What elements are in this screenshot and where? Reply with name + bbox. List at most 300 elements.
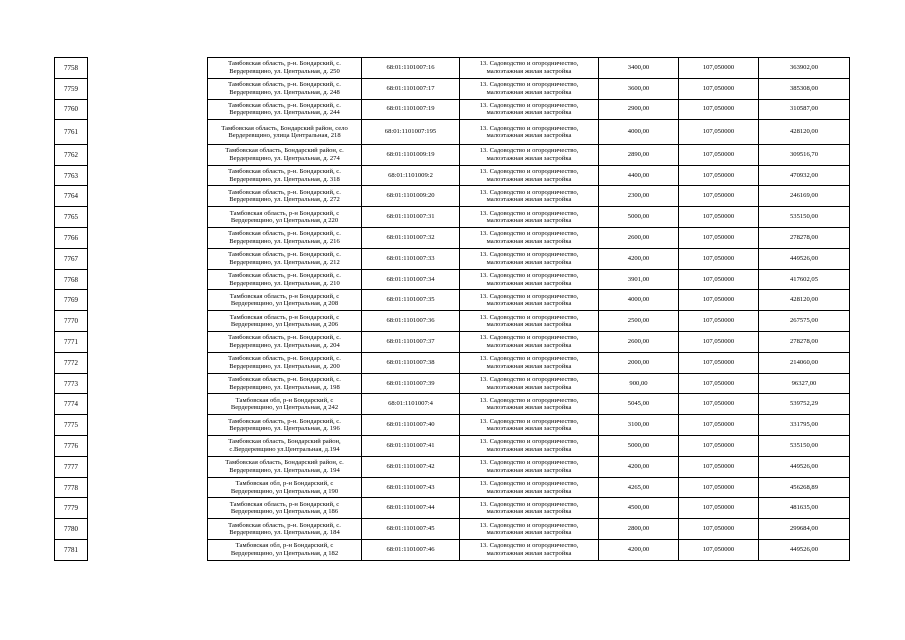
row-number-cell: [55, 311, 88, 332]
cadastral-number-cell: [362, 540, 460, 561]
cadastral-value-cell: [759, 99, 850, 120]
land-use-line-2: малоэтажная жилая застройка: [486, 196, 572, 204]
cadastral-number: 68:01:1101007:46: [386, 545, 435, 553]
address-line-2: Вердеревщино, ул. Центральная, д. 272: [229, 196, 340, 204]
area-cell: [599, 352, 679, 373]
rate-value: 107,050000: [702, 254, 735, 262]
rate-cell: [679, 228, 759, 249]
spacer-cell: [88, 394, 208, 415]
address-cell: [208, 228, 362, 249]
spacer-cell: [88, 540, 208, 561]
land-use-cell: [460, 228, 599, 249]
area-value: 3901,00: [627, 275, 650, 283]
land-use-line-2: малоэтажная жилая застройка: [486, 383, 572, 391]
address-cell: [208, 477, 362, 498]
rate-cell: [679, 78, 759, 99]
row-number: 7780: [64, 525, 78, 534]
row-number-cell: [55, 436, 88, 457]
area-value: 4200,00: [627, 545, 650, 553]
spacer-cell: [88, 477, 208, 498]
address-cell: [208, 58, 362, 79]
spacer-cell: [88, 269, 208, 290]
land-use-cell: [460, 519, 599, 540]
land-use-line-2: малоэтажная жилая застройка: [486, 217, 572, 225]
land-use-cell: [460, 394, 599, 415]
rate-value: 107,050000: [702, 192, 735, 200]
table-row: [55, 352, 850, 373]
row-number: 7766: [64, 233, 78, 242]
area-cell: [599, 456, 679, 477]
rate-value: 107,050000: [702, 504, 735, 512]
address-line-1: Тамбовская область, р-н Бондарский, с: [229, 313, 340, 321]
area-value: 4200,00: [627, 254, 650, 262]
address-cell: [208, 207, 362, 228]
area-cell: [599, 58, 679, 79]
rate-cell: [679, 373, 759, 394]
rate-value: 107,050000: [702, 337, 735, 345]
spacer-cell: [88, 207, 208, 228]
row-number: 7762: [64, 150, 78, 159]
land-use-line-2: малоэтажная жилая застройка: [486, 508, 572, 516]
cadastral-number-cell: [362, 186, 460, 207]
area-value: 2890,00: [627, 150, 650, 158]
cadastral-number: 68:01:1101007:44: [386, 504, 435, 512]
land-valuation-table: [54, 57, 850, 561]
cadastral-value-cell: [759, 228, 850, 249]
address-line-1: Тамбовская область, р-н. Бондарский, с.: [228, 167, 341, 175]
table-row: [55, 58, 850, 79]
area-value: 2000,00: [627, 358, 650, 366]
cadastral-value-cell: [759, 165, 850, 186]
cadastral-number: 68:01:1101007:45: [386, 525, 435, 533]
cadastral-value-cell: [759, 120, 850, 145]
row-number: 7767: [64, 254, 78, 263]
cadastral-value: 535150,00: [789, 441, 819, 449]
address-cell: [208, 186, 362, 207]
address-cell: [208, 456, 362, 477]
cadastral-number: 68:01:1101009:20: [386, 192, 435, 200]
land-use-cell: [460, 332, 599, 353]
cadastral-value-cell: [759, 332, 850, 353]
land-use-line-1: 13. Садоводство и огородничество,: [479, 101, 579, 109]
cadastral-value: 449526,00: [789, 462, 819, 470]
cadastral-number-cell: [362, 58, 460, 79]
land-use-line-1: 13. Садоводство и огородничество,: [479, 500, 579, 508]
cadastral-value: 267575,00: [789, 317, 819, 325]
table-row: [55, 498, 850, 519]
cadastral-number-cell: [362, 144, 460, 165]
land-use-line-2: малоэтажная жилая застройка: [486, 529, 572, 537]
row-number-cell: [55, 394, 88, 415]
address-line-1: Тамбовская обл, р-н Бондарский, с: [235, 542, 334, 550]
rate-cell: [679, 519, 759, 540]
row-number-cell: [55, 248, 88, 269]
table-row: [55, 99, 850, 120]
land-use-cell: [460, 207, 599, 228]
address-line-1: Тамбовская обл, р-н Бондарский, с: [235, 396, 334, 404]
row-number-cell: [55, 540, 88, 561]
address-cell: [208, 436, 362, 457]
area-cell: [599, 120, 679, 145]
address-line-2: с.Вердеревщино ул.Центральная, д.194: [229, 445, 340, 453]
cadastral-value: 385308,00: [789, 84, 819, 92]
cadastral-number: 68:01:1101009:19: [386, 150, 435, 158]
row-number-cell: [55, 498, 88, 519]
cadastral-value-cell: [759, 58, 850, 79]
address-line-1: Тамбовская область, р-н Бондарский, с: [229, 292, 340, 300]
table-row: [55, 144, 850, 165]
address-line-1: Тамбовская область, р-н. Бондарский, с.: [228, 101, 341, 109]
land-use-line-2: малоэтажная жилая застройка: [486, 362, 572, 370]
area-value: 900,00: [629, 379, 648, 387]
rate-value: 107,050000: [702, 441, 735, 449]
cadastral-number: 68:01:1101007:17: [386, 84, 435, 92]
table-row: [55, 311, 850, 332]
cadastral-number: 68:01:1101007:40: [386, 421, 435, 429]
cadastral-value: 96327,00: [791, 379, 817, 387]
rate-cell: [679, 58, 759, 79]
address-line-2: Вердеревщино, ул. Центральная, д. 212: [229, 258, 340, 266]
row-number: 7773: [64, 379, 78, 388]
row-number-cell: [55, 120, 88, 145]
area-value: 2800,00: [627, 525, 650, 533]
row-number-cell: [55, 228, 88, 249]
row-number-cell: [55, 78, 88, 99]
land-use-line-1: 13. Садоводство и огородничество,: [479, 375, 579, 383]
address-line-1: Тамбовская область, р-н. Бондарский, с.: [228, 355, 341, 363]
land-use-line-1: 13. Садоводство и огородничество,: [479, 459, 579, 467]
spacer-cell: [88, 498, 208, 519]
land-use-line-2: малоэтажная жилая застройка: [486, 445, 572, 453]
rate-cell: [679, 165, 759, 186]
rate-cell: [679, 290, 759, 311]
cadastral-number: 68:01:1101007:39: [386, 379, 435, 387]
cadastral-value-cell: [759, 519, 850, 540]
rate-value: 107,050000: [702, 233, 735, 241]
address-line-2: Вердеревщино, ул. Центральная, д. 200: [229, 362, 340, 370]
row-number-cell: [55, 186, 88, 207]
address-cell: [208, 519, 362, 540]
cadastral-value: 449526,00: [789, 254, 819, 262]
cadastral-value: 417602,05: [789, 275, 819, 283]
spacer-cell: [88, 373, 208, 394]
land-use-line-2: малоэтажная жилая застройка: [486, 466, 572, 474]
cadastral-number: 68:01:1101007:33: [386, 254, 435, 262]
land-use-line-2: малоэтажная жилая застройка: [486, 109, 572, 117]
area-cell: [599, 144, 679, 165]
row-number-cell: [55, 165, 88, 186]
cadastral-number: 68:01:1101007:19: [386, 105, 435, 113]
row-number-cell: [55, 373, 88, 394]
area-cell: [599, 436, 679, 457]
rate-cell: [679, 332, 759, 353]
area-cell: [599, 99, 679, 120]
spacer-cell: [88, 519, 208, 540]
land-use-line-2: малоэтажная жилая застройка: [486, 404, 572, 412]
cadastral-number-cell: [362, 498, 460, 519]
area-cell: [599, 228, 679, 249]
land-use-line-1: 13. Садоводство и огородничество,: [479, 60, 579, 68]
address-line-1: Тамбовская область, р-н. Бондарский, с.: [228, 417, 341, 425]
cadastral-value: 309516,70: [789, 150, 819, 158]
address-cell: [208, 120, 362, 145]
row-number: 7776: [64, 441, 78, 450]
area-value: 2500,00: [627, 317, 650, 325]
cadastral-value: 278278,00: [789, 337, 819, 345]
spacer-cell: [88, 144, 208, 165]
area-cell: [599, 373, 679, 394]
rate-value: 107,050000: [702, 462, 735, 470]
address-line-1: Тамбовская область, Бондарский район,: [228, 438, 341, 446]
cadastral-value-cell: [759, 436, 850, 457]
address-cell: [208, 311, 362, 332]
cadastral-value: 214060,00: [789, 358, 819, 366]
cadastral-number-cell: [362, 165, 460, 186]
address-line-1: Тамбовская область, р-н. Бондарский, с.: [228, 251, 341, 259]
address-line-1: Тамбовская область, р-н Бондарский, с: [229, 209, 340, 217]
land-use-cell: [460, 99, 599, 120]
address-line-2: Вердеревщино, ул. Центральная, д. 274: [229, 154, 340, 162]
rate-cell: [679, 144, 759, 165]
cadastral-number-cell: [362, 99, 460, 120]
cadastral-value: 278278,00: [789, 233, 819, 241]
rate-value: 107,050000: [702, 400, 735, 408]
land-use-line-1: 13. Садоводство и огородничество,: [479, 479, 579, 487]
cadastral-value-cell: [759, 352, 850, 373]
cadastral-number-cell: [362, 207, 460, 228]
cadastral-number: 68:01:1101007:195: [384, 128, 437, 136]
cadastral-number-cell: [362, 477, 460, 498]
address-line-2: Вердеревщино, ул Центральная, д 190: [230, 487, 339, 495]
address-line-1: Тамбовская область, р-н. Бондарский, с.: [228, 334, 341, 342]
rate-value: 107,050000: [702, 317, 735, 325]
cadastral-number: 68:01:1101007:37: [386, 337, 435, 345]
rate-value: 107,050000: [702, 213, 735, 221]
cadastral-value-cell: [759, 311, 850, 332]
area-value: 3400,00: [627, 63, 650, 71]
land-use-line-1: 13. Садоводство и огородничество,: [479, 81, 579, 89]
address-cell: [208, 415, 362, 436]
rate-value: 107,050000: [702, 105, 735, 113]
cadastral-value: 535150,00: [789, 213, 819, 221]
rate-cell: [679, 436, 759, 457]
rate-cell: [679, 415, 759, 436]
area-cell: [599, 498, 679, 519]
cadastral-number-cell: [362, 436, 460, 457]
rate-cell: [679, 120, 759, 145]
address-cell: [208, 373, 362, 394]
cadastral-number-cell: [362, 228, 460, 249]
cadastral-number: 68:01:1101007:32: [386, 233, 435, 241]
address-cell: [208, 498, 362, 519]
land-use-line-2: малоэтажная жилая застройка: [486, 88, 572, 96]
row-number-cell: [55, 415, 88, 436]
area-cell: [599, 290, 679, 311]
land-use-cell: [460, 498, 599, 519]
land-use-line-2: малоэтажная жилая застройка: [486, 258, 572, 266]
cadastral-value-cell: [759, 373, 850, 394]
address-line-2: Вердеревщино, ул. Центральная, д. 204: [229, 341, 340, 349]
address-line-2: Вердеревщино, ул. Центральная, д. 184: [229, 529, 340, 537]
cadastral-value-cell: [759, 498, 850, 519]
row-number: 7761: [64, 128, 78, 137]
table-row: [55, 394, 850, 415]
cadastral-value-cell: [759, 290, 850, 311]
cadastral-value: 470932,00: [789, 171, 819, 179]
land-use-line-2: малоэтажная жилая застройка: [486, 300, 572, 308]
land-use-line-1: 13. Садоводство и огородничество,: [479, 251, 579, 259]
address-line-2: Вердеревщино, ул. Центральная, д. 210: [229, 279, 340, 287]
address-line-2: Вердеревщино, ул. Центральная, д. 196: [229, 425, 340, 433]
row-number-cell: [55, 290, 88, 311]
area-cell: [599, 332, 679, 353]
row-number-cell: [55, 269, 88, 290]
land-use-line-1: 13. Садоводство и огородничество,: [479, 334, 579, 342]
area-cell: [599, 311, 679, 332]
row-number: 7775: [64, 421, 78, 430]
area-cell: [599, 519, 679, 540]
address-line-2: Вердеревщино, ул Центральная, д 182: [230, 549, 339, 557]
address-line-1: Тамбовская область, р-н. Бондарский, с.: [228, 230, 341, 238]
row-number: 7772: [64, 358, 78, 367]
table-row: [55, 540, 850, 561]
table-row: [55, 248, 850, 269]
cadastral-number: 68:01:1101007:16: [386, 63, 435, 71]
area-value: 2600,00: [627, 233, 650, 241]
rate-value: 107,050000: [702, 545, 735, 553]
row-number-cell: [55, 332, 88, 353]
address-line-1: Тамбовская область, р-н Бондарский, с: [229, 500, 340, 508]
area-cell: [599, 78, 679, 99]
rate-cell: [679, 186, 759, 207]
cadastral-value: 481635,00: [789, 504, 819, 512]
land-use-line-1: 13. Садоводство и огородничество,: [479, 396, 579, 404]
cadastral-number-cell: [362, 120, 460, 145]
cadastral-value-cell: [759, 540, 850, 561]
land-use-line-2: малоэтажная жилая застройка: [486, 132, 572, 140]
land-use-line-2: малоэтажная жилая застройка: [486, 175, 572, 183]
area-cell: [599, 165, 679, 186]
cadastral-number-cell: [362, 456, 460, 477]
row-number: 7768: [64, 275, 78, 284]
land-use-cell: [460, 352, 599, 373]
table-row: [55, 436, 850, 457]
address-cell: [208, 99, 362, 120]
table-row: [55, 332, 850, 353]
table-row: [55, 519, 850, 540]
table-row: [55, 186, 850, 207]
spacer-cell: [88, 352, 208, 373]
address-line-1: Тамбовская обл, р-н Бондарский, с: [235, 479, 334, 487]
area-value: 2600,00: [627, 337, 650, 345]
land-use-cell: [460, 186, 599, 207]
land-use-cell: [460, 165, 599, 186]
cadastral-number: 68:01:1101007:31: [386, 213, 435, 221]
address-line-2: Вердеревщино, ул Центральная, д 206: [230, 321, 339, 329]
row-number: 7764: [64, 192, 78, 201]
land-use-cell: [460, 540, 599, 561]
row-number: 7759: [64, 84, 78, 93]
cadastral-value-cell: [759, 144, 850, 165]
table-row: [55, 477, 850, 498]
area-value: 4200,00: [627, 462, 650, 470]
cadastral-value: 449526,00: [789, 545, 819, 553]
area-cell: [599, 186, 679, 207]
rate-value: 107,050000: [702, 421, 735, 429]
land-use-line-1: 13. Садоводство и огородничество,: [479, 167, 579, 175]
address-line-1: Тамбовская область, р-н. Бондарский, с.: [228, 271, 341, 279]
cadastral-value-cell: [759, 186, 850, 207]
spacer-cell: [88, 228, 208, 249]
cadastral-value-cell: [759, 248, 850, 269]
table-row: [55, 207, 850, 228]
land-use-cell: [460, 144, 599, 165]
spacer-cell: [88, 186, 208, 207]
spacer-cell: [88, 120, 208, 145]
spacer-cell: [88, 456, 208, 477]
land-use-cell: [460, 477, 599, 498]
rate-cell: [679, 269, 759, 290]
row-number: 7771: [64, 337, 78, 346]
address-line-1: Тамбовская область, Бондарский район, с.: [225, 459, 344, 467]
cadastral-number: 68:01:1101007:43: [386, 483, 435, 491]
row-number: 7769: [64, 296, 78, 305]
cadastral-number: 68:01:1101007:41: [386, 441, 435, 449]
table-body: [55, 58, 850, 561]
cadastral-value-cell: [759, 207, 850, 228]
row-number-cell: [55, 58, 88, 79]
land-use-line-1: 13. Садоводство и огородничество,: [479, 417, 579, 425]
row-number-cell: [55, 477, 88, 498]
area-value: 5000,00: [627, 213, 650, 221]
area-value: 4500,00: [627, 504, 650, 512]
cadastral-value-cell: [759, 78, 850, 99]
address-line-2: Вердеревщино, ул. Центральная, д. 250: [229, 67, 340, 75]
area-value: 4400,00: [627, 171, 650, 179]
rate-value: 107,050000: [702, 483, 735, 491]
address-cell: [208, 332, 362, 353]
area-value: 2300,00: [627, 192, 650, 200]
address-cell: [208, 78, 362, 99]
cadastral-number: 68:01:1101007:38: [386, 358, 435, 366]
table-row: [55, 269, 850, 290]
land-use-line-1: 13. Садоводство и огородничество,: [479, 271, 579, 279]
cadastral-value: 456268,89: [789, 483, 819, 491]
land-use-line-1: 13. Садоводство и огородничество,: [479, 124, 579, 132]
land-use-line-2: малоэтажная жилая застройка: [486, 341, 572, 349]
land-use-line-1: 13. Садоводство и огородничество,: [479, 230, 579, 238]
land-use-cell: [460, 58, 599, 79]
rate-value: 107,050000: [702, 84, 735, 92]
land-use-line-1: 13. Садоводство и огородничество,: [479, 355, 579, 363]
cadastral-number-cell: [362, 248, 460, 269]
rate-cell: [679, 311, 759, 332]
spacer-cell: [88, 78, 208, 99]
cadastral-number-cell: [362, 78, 460, 99]
row-number-cell: [55, 519, 88, 540]
cadastral-number: 68:01:1101007:35: [386, 296, 435, 304]
land-use-line-1: 13. Садоводство и огородничество,: [479, 147, 579, 155]
land-use-line-2: малоэтажная жилая застройка: [486, 425, 572, 433]
land-use-line-1: 13. Садоводство и огородничество,: [479, 438, 579, 446]
address-line-2: Вердеревщино, ул. Центральная, д. 244: [229, 109, 340, 117]
cadastral-value: 310587,00: [789, 105, 819, 113]
cadastral-number-cell: [362, 373, 460, 394]
rate-cell: [679, 477, 759, 498]
table-row: [55, 415, 850, 436]
rate-value: 107,050000: [702, 296, 735, 304]
area-value: 3100,00: [627, 421, 650, 429]
